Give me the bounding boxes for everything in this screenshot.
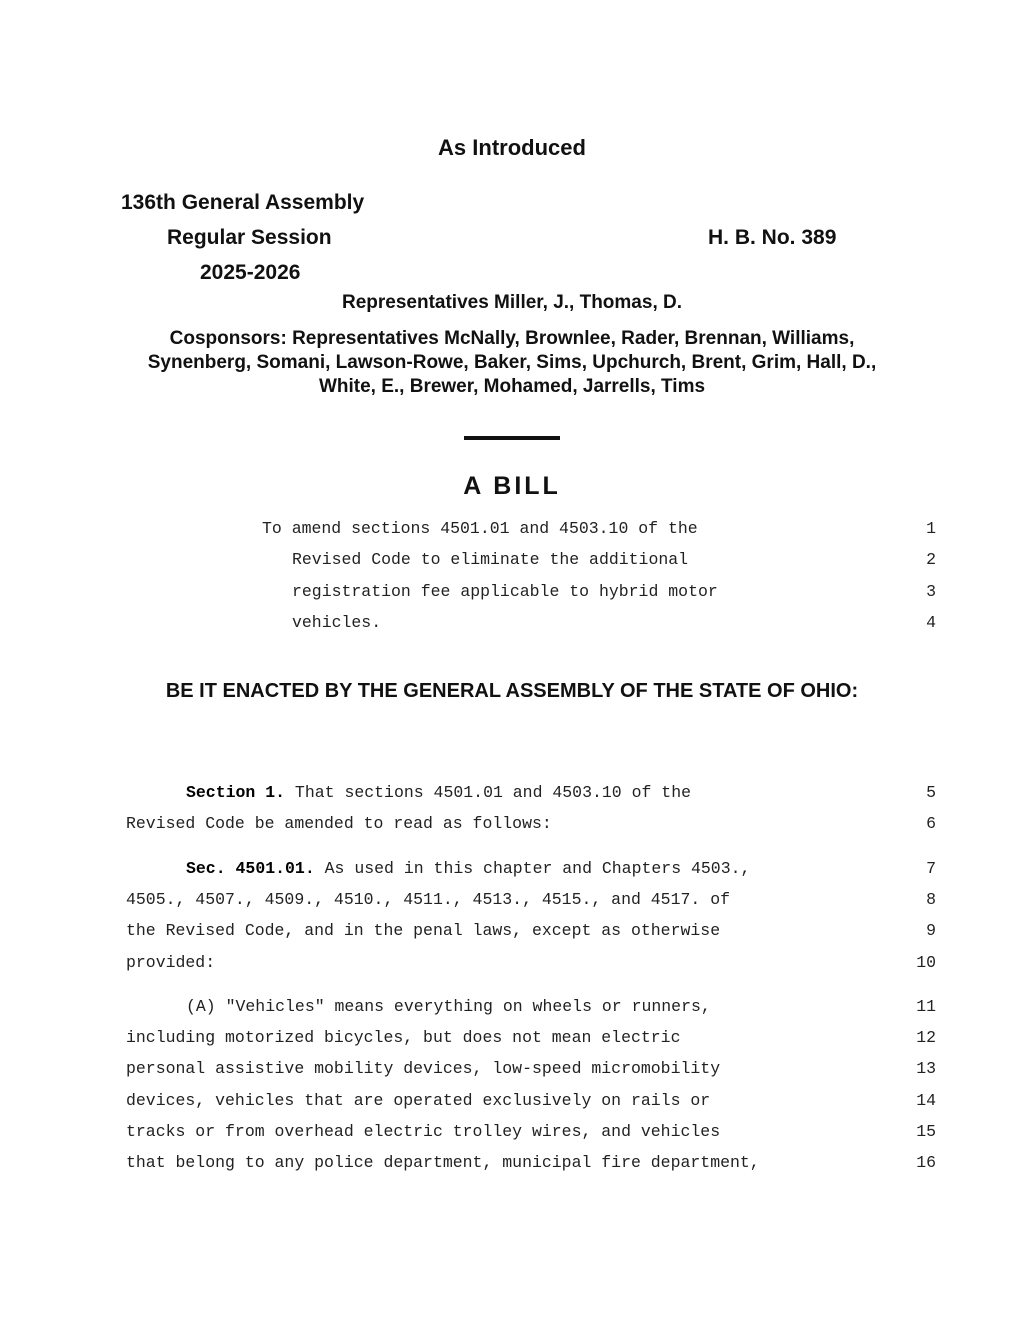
cosponsors-line: White, E., Brewer, Mohamed, Jarrells, Tims [318, 376, 706, 397]
line-number: 5 [926, 783, 936, 802]
body-line [0, 921, 1024, 943]
line-number: 12 [916, 1028, 936, 1047]
enacting-clause: BE IT ENACTED BY THE GENERAL ASSEMBLY OF THE STATE OF OHIO: [165, 680, 859, 702]
line-number: 2 [926, 550, 936, 569]
line-text-rest: That sections 4501.01 and 4503.10 of the [285, 783, 691, 802]
title-line [0, 519, 1024, 541]
line-number: 7 [926, 859, 936, 878]
session: Regular Session [167, 226, 332, 249]
sponsors: Representatives Miller, J., Thomas, D. [341, 292, 682, 313]
body-line [0, 1028, 1024, 1050]
line-number: 14 [916, 1091, 936, 1110]
sec-label-prefix: Sec. [186, 859, 236, 878]
line-number: 4 [926, 613, 936, 632]
title-line [0, 550, 1024, 572]
line-number: 6 [926, 814, 936, 833]
line-text: Revised Code be amended to read as follows: [126, 814, 552, 833]
line-text-rest: As used in this chapter and Chapters 4503., [314, 859, 751, 878]
general-assembly: 136th General Assembly [121, 191, 365, 214]
line-number: 16 [916, 1153, 936, 1172]
line-text: vehicles. [292, 613, 382, 632]
line-number: 15 [916, 1122, 936, 1141]
document-status: As Introduced [438, 135, 586, 160]
title-line [0, 582, 1024, 604]
line-text: (A) "Vehicles" means everything on wheels or runners, [186, 997, 711, 1016]
line-text: personal assistive mobility devices, low-speed micromobility [126, 1059, 721, 1078]
cosponsors-line: Cosponsors: Representatives McNally, Brownlee, Rader, Brennan, Williams, [169, 328, 855, 349]
session-years: 2025-2026 [200, 261, 301, 284]
line-number: 10 [916, 953, 936, 972]
body-line [0, 1059, 1024, 1081]
body-line [0, 814, 1024, 836]
line-text: devices, vehicles that are operated exclusively on rails or [126, 1091, 711, 1110]
section-label: Section 1. [186, 783, 286, 802]
line-text [186, 783, 691, 802]
line-number: 3 [926, 582, 936, 601]
line-number: 8 [926, 890, 936, 909]
body-line [0, 1122, 1024, 1144]
sec-label-number: 4501.01. [235, 859, 315, 878]
body-line [0, 783, 1024, 805]
line-text: 4505., 4507., 4509., 4510., 4511., 4513., 4515., and 4517. of [126, 890, 730, 909]
cosponsors-line: Synenberg, Somani, Lawson-Rowe, Baker, Sims, Upchurch, Brent, Grim, Hall, D., [147, 352, 877, 373]
line-text: tracks or from overhead electric trolley wires, and vehicles [126, 1122, 721, 1141]
title-line [0, 613, 1024, 635]
cosponsors [0, 327, 1024, 399]
divider-rule [464, 436, 560, 440]
line-text [186, 859, 750, 878]
line-number: 13 [916, 1059, 936, 1078]
body-line [0, 1091, 1024, 1113]
line-text: To amend sections 4501.01 and 4503.10 of the [262, 519, 698, 538]
line-text: provided: [126, 953, 216, 972]
line-number: 11 [916, 997, 936, 1016]
line-text: Revised Code to eliminate the additional [292, 550, 689, 569]
body-line [0, 1153, 1024, 1175]
line-number: 1 [926, 519, 936, 538]
body-line [0, 859, 1024, 881]
line-number: 9 [926, 921, 936, 940]
bill-number: H. B. No. 389 [708, 226, 837, 249]
body-line [0, 997, 1024, 1019]
bill-heading: A BILL [463, 472, 561, 500]
line-text: the Revised Code, and in the penal laws, except as otherwise [126, 921, 721, 940]
line-text: registration fee applicable to hybrid motor [292, 582, 718, 601]
body-line [0, 890, 1024, 912]
line-text: including motorized bicycles, but does not mean electric [126, 1028, 681, 1047]
line-text: that belong to any police department, municipal fire department, [126, 1153, 760, 1172]
body-line [0, 953, 1024, 975]
